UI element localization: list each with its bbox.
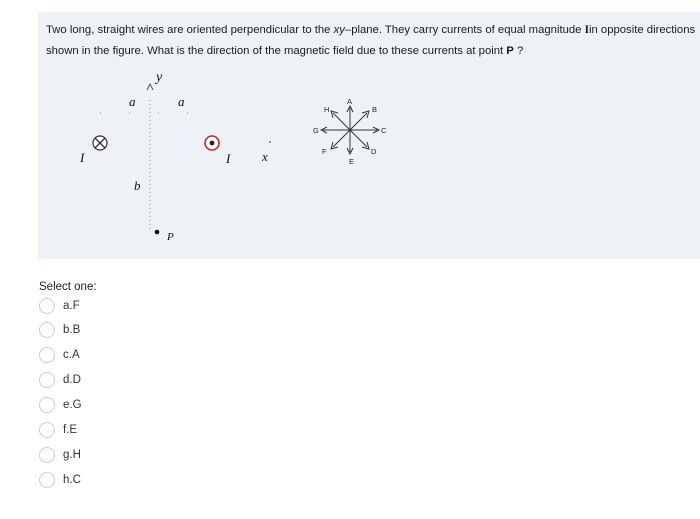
compass-label-H: H <box>324 105 330 114</box>
label-I-right: I <box>226 151 231 166</box>
wire-into-page-icon <box>93 136 107 150</box>
radio-button[interactable] <box>39 447 55 463</box>
wire-out-of-page-icon <box>205 136 219 150</box>
question-text-part: ? <box>513 45 524 57</box>
x-axis-label: x <box>262 149 268 164</box>
radio-button[interactable] <box>39 322 55 338</box>
question-text-part: shown in the figure. What is the direction of the magnetic field due to these currents at point <box>46 45 507 57</box>
label-I-left: I <box>80 150 85 165</box>
radio-button[interactable] <box>39 472 55 488</box>
question-text-part: in opposite directions <box>589 24 696 36</box>
x-axis-mark <box>269 141 271 143</box>
question-text-part: –plane. They carry currents of equal magnitude <box>344 24 585 36</box>
answer-option-label[interactable]: c.A <box>63 349 80 361</box>
compass-label-B: B <box>372 105 378 114</box>
label-b: b <box>134 178 141 193</box>
y-axis-label: y <box>156 70 163 85</box>
answer-option-label[interactable]: f.E <box>63 424 78 436</box>
compass-label-F: F <box>322 147 327 156</box>
label-a-right: a <box>178 94 185 109</box>
radio-button[interactable] <box>39 397 55 413</box>
radio-button[interactable] <box>39 347 55 363</box>
compass-label-C: C <box>381 126 387 135</box>
question-point-p: P <box>506 45 514 57</box>
answer-option-label[interactable]: d.D <box>63 374 81 386</box>
answer-option-label[interactable]: e.G <box>63 399 82 411</box>
radio-button[interactable] <box>39 372 55 388</box>
question-xy: xy <box>333 24 345 36</box>
compass-label-D: D <box>371 147 377 156</box>
radio-button[interactable] <box>39 422 55 438</box>
answer-option-label[interactable]: g.H <box>63 449 81 461</box>
question-text-part: Two long, straight wires are oriented perpendicular to the <box>46 24 334 36</box>
select-one-label: Select one: <box>39 281 97 293</box>
radio-button[interactable] <box>39 298 55 314</box>
label-P: P <box>167 231 174 243</box>
point-p-marker <box>155 230 160 235</box>
question-current-symbol: I <box>584 24 589 36</box>
compass-label-G: G <box>313 126 319 135</box>
compass-label-A: A <box>347 97 353 106</box>
compass-label-E: E <box>349 157 355 166</box>
y-axis-arrow <box>147 84 153 90</box>
answer-option-label[interactable]: a.F <box>63 300 80 312</box>
answer-option-label[interactable]: h.C <box>63 474 81 486</box>
answer-option-label[interactable]: b.B <box>63 324 81 336</box>
label-a-left: a <box>129 94 136 109</box>
